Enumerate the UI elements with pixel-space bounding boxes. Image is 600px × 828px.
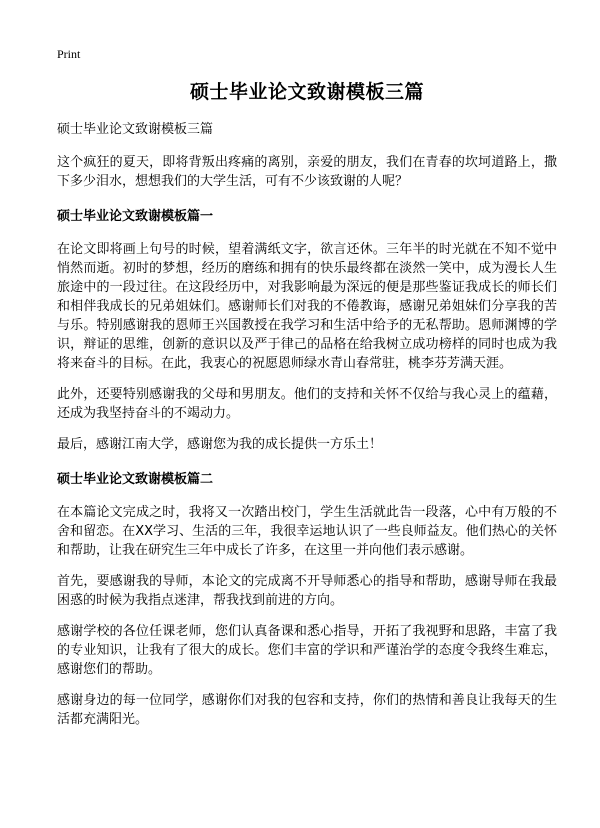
section-2-paragraph: 首先，要感谢我的导师，本论文的完成离不开导师悉心的指导和帮助，感谢导师在我最困惑的时候为我指点迷津，帮我找到前进的方向。 (57, 574, 557, 608)
intro-paragraph: 这个疯狂的夏天，即将背叛出疼痛的离别，亲爱的朋友，我们在青春的坎坷道路上，撒下多少泪水，想想我们的大学生活，可有不少该致谢的人呢？ (57, 155, 557, 189)
section-1-paragraph: 最后，感谢江南大学，感谢您为我的成长提供一方乐土！ (57, 437, 383, 452)
section-2-paragraph: 在本篇论文完成之时，我将又一次踏出校门，学生生活就此告一段落，心中有万般的不舍和留恋。在XX学习、生活的三年，我很幸运地认识了一些良师益友。他们热心的关怀和帮助，让我在研究生三年中成长了许多，在这里一并向他们表示感谢。 (57, 505, 557, 558)
section-2-paragraph: 感谢学校的各位任课老师，您们认真备课和悉心指导，开拓了我视野和思路，丰富了我的专业知识，让我有了很大的成长。您们丰富的学识和严谨治学的态度令我终生难忘，感谢您们的帮助。 (57, 624, 557, 677)
section-heading-2: 硕士毕业论文致谢模板篇二 (57, 472, 214, 487)
section-1-paragraph: 此外，还要特别感谢我的父母和男朋友。他们的支持和关怀不仅给与我心灵上的蕴藉，还成为我坚持奋斗的不竭动力。 (57, 387, 557, 421)
print-link[interactable]: Print (57, 47, 81, 61)
section-heading-1: 硕士毕业论文致谢模板篇一 (57, 209, 214, 224)
section-2-paragraph: 感谢身边的每一位同学，感谢你们对我的包容和支持，你们的热情和善良让我每天的生活都充满阳光。 (57, 693, 557, 727)
document-subtitle: 硕士毕业论文致谢模板三篇 (57, 122, 214, 137)
document-title: 硕士毕业论文致谢模板三篇 (189, 81, 424, 103)
section-1-paragraph: 在论文即将画上句号的时候，望着满纸文字，欲言还休。三年半的时光就在不知不觉中悄然而逝。初时的梦想，经历的磨练和拥有的快乐最终都在淡然一笑中，成为漫长人生旅途中的一段过往。在这段经历中，对我影响最为深远的便是那些鉴证我成长的师长们和相伴我成长的兄弟姐妹们。感谢师长们对我的不倦教诲，感谢兄弟姐妹们分享我的苦与乐。特别感谢我的恩师王兴国教授在我学习和生活中给予的无私帮助。恩师渊博的学识，辩证的思维，创新的意识以及严于律己的品格在给我树立成功榜样的同时也成为我将来奋斗的目标。在此，我衷心的祝愿恩师绿水青山春常驻，桃李芬芳满天涯。 (57, 242, 557, 371)
document-page (57, 80, 557, 729)
